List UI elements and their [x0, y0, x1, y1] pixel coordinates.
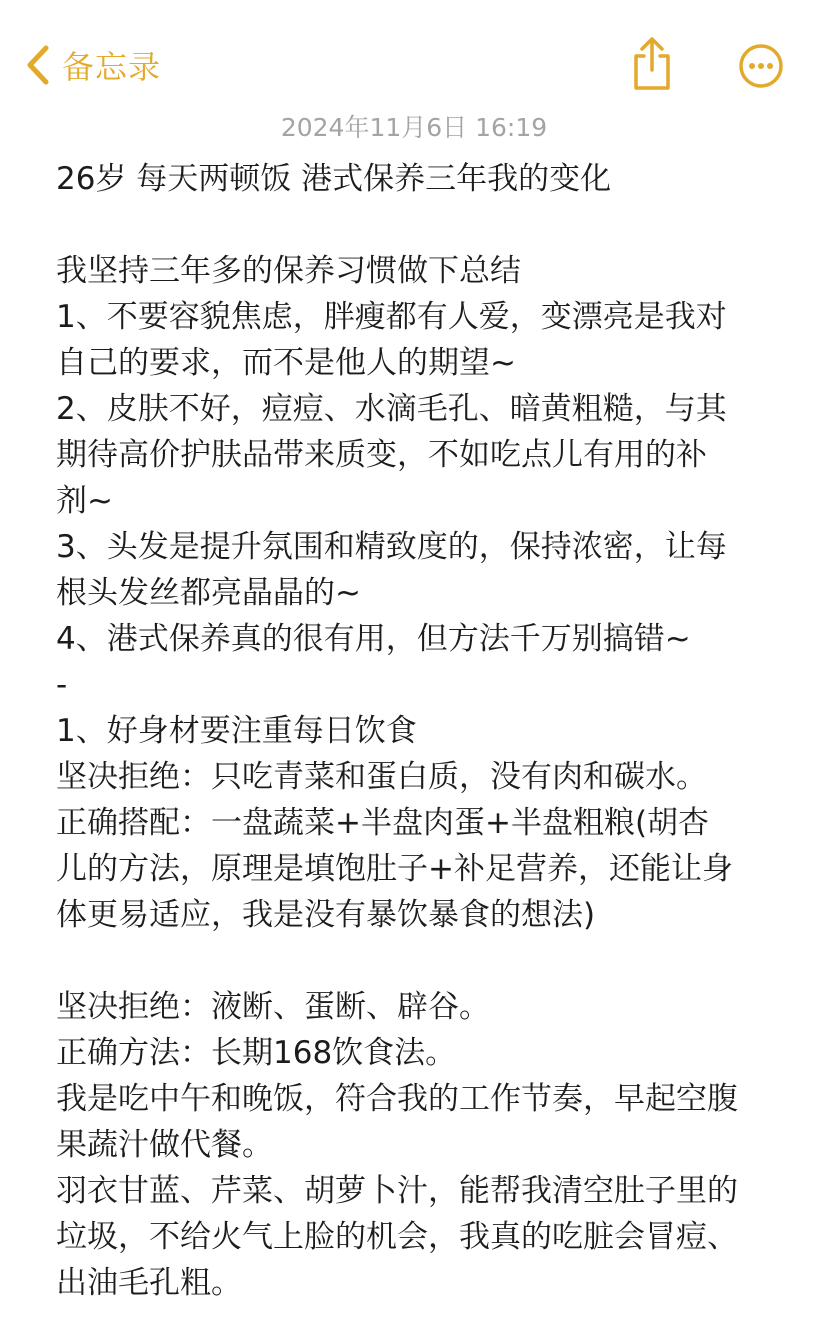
note-line: 26岁 每天两顿饭 港式保养三年我的变化	[56, 161, 612, 197]
note-line	[56, 938, 786, 984]
note-line: 正确搭配：一盘蔬菜+半盘肉蛋+半盘粗粮(胡杏	[56, 805, 710, 841]
note-line	[56, 202, 786, 248]
chevron-left-icon	[24, 44, 50, 86]
share-icon	[628, 77, 676, 96]
note-line: 儿的方法，原理是填饱肚子+补足营养，还能让身	[56, 851, 733, 887]
note-line: 1、好身材要注重每日饮食	[56, 713, 417, 749]
back-button[interactable]	[24, 40, 161, 90]
note-line: 我是吃中午和晚饭，符合我的工作节奏，早起空腹	[56, 1081, 738, 1117]
note-line: 2、皮肤不好，痘痘、水滴毛孔、暗黄粗糙，与其	[56, 391, 727, 427]
note-line: 根头发丝都亮晶晶的~	[56, 575, 361, 611]
note-body[interactable]	[56, 156, 786, 1306]
note-line: 自己的要求，而不是他人的期望~	[56, 345, 516, 381]
note-line: -	[56, 667, 68, 703]
navigation-bar	[0, 0, 828, 120]
note-line: 体更易适应，我是没有暴饮暴食的想法)	[56, 897, 596, 933]
note-line: 羽衣甘蓝、芹菜、胡萝卜汁，能帮我清空肚子里的	[56, 1173, 738, 1209]
note-date: 2024年11月6日 16:19	[280, 113, 548, 142]
share-button[interactable]	[628, 36, 676, 92]
note-line: 4、港式保养真的很有用，但方法千万别搞错~	[56, 621, 691, 657]
note-line: 3、头发是提升氛围和精致度的，保持浓密，让每	[56, 529, 727, 565]
note-line: 果蔬汁做代餐。	[56, 1127, 273, 1163]
note-line: 坚决拒绝：液断、蛋断、辟谷。	[56, 989, 490, 1025]
note-line: 我坚持三年多的保养习惯做下总结	[56, 253, 521, 289]
note-line: 1、不要容貌焦虑，胖瘦都有人爱，变漂亮是我对	[56, 299, 727, 335]
back-label: 备忘录	[62, 48, 162, 86]
note-line: 垃圾，不给火气上脸的机会，我真的吃脏会冒痘、	[56, 1219, 738, 1255]
note-line: 期待高价护肤品带来质变，不如吃点儿有用的补	[56, 437, 707, 473]
note-line: 坚决拒绝：只吃青菜和蛋白质，没有肉和碳水。	[56, 759, 707, 795]
note-line: 剂~	[56, 483, 113, 519]
note-line: 正确方法：长期168饮食法。	[56, 1035, 457, 1071]
more-ellipsis-icon	[737, 75, 785, 94]
more-options-button[interactable]	[737, 42, 785, 90]
note-line: 出油毛孔粗。	[56, 1265, 242, 1301]
